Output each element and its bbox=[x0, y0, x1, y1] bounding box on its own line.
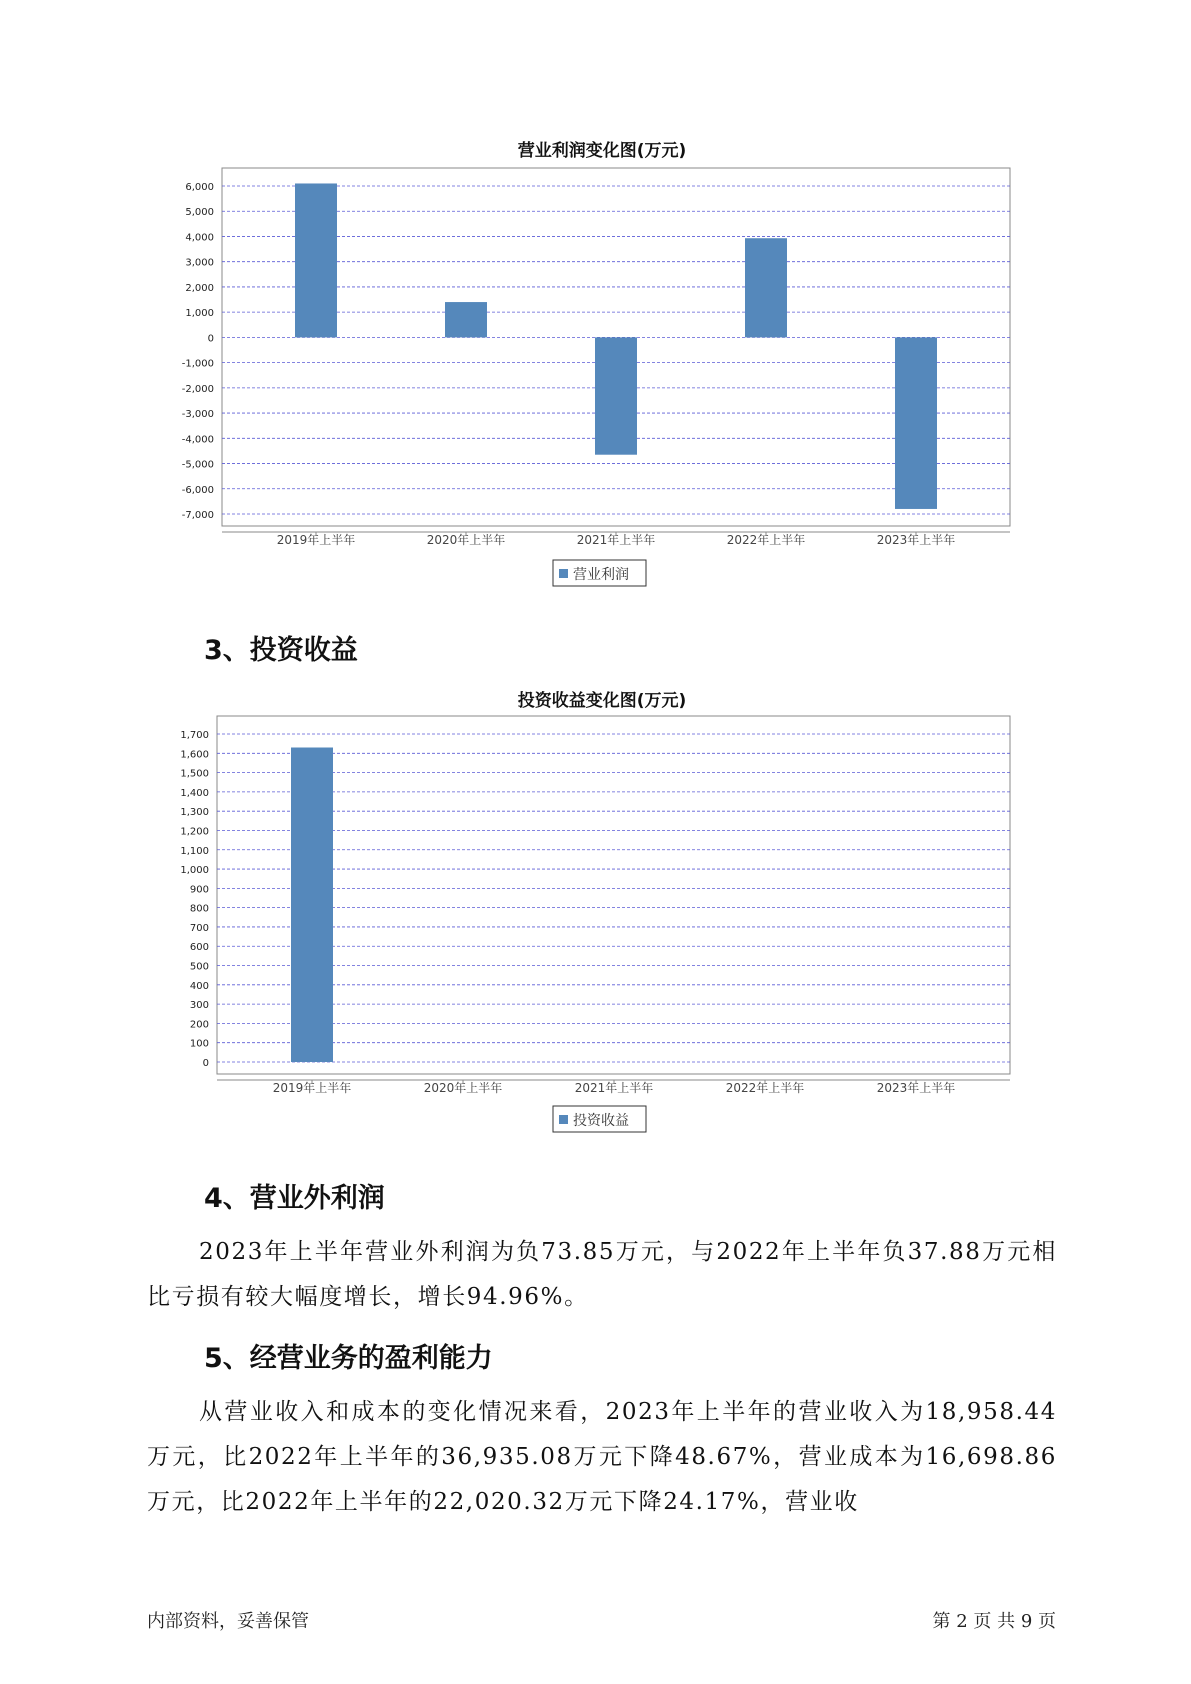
y-tick-label: -1,000 bbox=[181, 358, 214, 370]
operating-profit-chart-svg bbox=[0, 130, 1191, 600]
chart-legend bbox=[553, 560, 646, 586]
investment-income-chart bbox=[0, 676, 1191, 1150]
x-category-label: 2023年上半年 bbox=[876, 1081, 956, 1095]
plot-area bbox=[217, 716, 1010, 1074]
x-category-label: 2021年上半年 bbox=[574, 1081, 654, 1095]
bar bbox=[291, 748, 333, 1062]
y-tick-label: 1,200 bbox=[180, 826, 209, 838]
legend-swatch bbox=[559, 1115, 568, 1124]
bar bbox=[595, 337, 637, 454]
y-tick-label: 1,700 bbox=[180, 730, 209, 741]
x-category-label: 2022年上半年 bbox=[726, 533, 806, 547]
chart-legend bbox=[553, 1106, 646, 1132]
y-tick-label: 5,000 bbox=[185, 207, 214, 219]
operating-profit-chart bbox=[0, 130, 1191, 604]
legend-swatch bbox=[559, 569, 568, 578]
section-heading-profitability: 5、经营业务的盈利能力 bbox=[204, 1343, 493, 1374]
y-tick-label: 200 bbox=[189, 1019, 209, 1031]
y-tick-label: 1,300 bbox=[180, 807, 209, 819]
bar bbox=[895, 337, 937, 509]
y-tick-label: -2,000 bbox=[181, 383, 214, 395]
chart-title: 投资收益变化图(万元) bbox=[517, 691, 687, 711]
y-tick-label: 500 bbox=[189, 961, 209, 973]
y-tick-label: -7,000 bbox=[181, 510, 214, 521]
y-tick-label: 800 bbox=[189, 903, 209, 915]
y-tick-label: 1,000 bbox=[185, 308, 214, 320]
x-category-label: 2020年上半年 bbox=[423, 1081, 503, 1095]
y-tick-label: 300 bbox=[189, 1000, 209, 1012]
y-tick-label: 900 bbox=[189, 884, 209, 896]
legend-label: 投资收益 bbox=[573, 1113, 629, 1129]
footer-confidential-note: 内部资料，妥善保管 bbox=[147, 1611, 309, 1632]
y-tick-label: 2,000 bbox=[185, 282, 214, 294]
y-tick-label: 400 bbox=[189, 980, 209, 992]
y-tick-label: 100 bbox=[189, 1038, 209, 1050]
x-category-label: 2019年上半年 bbox=[272, 1081, 352, 1095]
investment-income-chart-svg bbox=[0, 676, 1191, 1146]
y-tick-label: 1,100 bbox=[180, 845, 209, 857]
x-category-label: 2019年上半年 bbox=[276, 533, 356, 547]
y-tick-label: 600 bbox=[189, 942, 209, 954]
bar bbox=[295, 183, 337, 337]
y-tick-label: 700 bbox=[189, 922, 209, 934]
y-tick-label: 1,600 bbox=[180, 749, 209, 761]
y-tick-label: 0 bbox=[202, 1058, 209, 1069]
legend-label: 营业利润 bbox=[573, 567, 629, 583]
y-tick-label: -4,000 bbox=[181, 434, 214, 446]
y-tick-label: 1,000 bbox=[180, 865, 209, 877]
y-tick-label: -5,000 bbox=[181, 459, 214, 471]
chart-title: 营业利润变化图(万元) bbox=[517, 141, 687, 161]
bar bbox=[445, 302, 487, 337]
y-tick-label: 1,400 bbox=[180, 787, 209, 799]
section-heading-investment-income: 3、投资收益 bbox=[204, 635, 358, 666]
y-tick-label: -3,000 bbox=[181, 409, 214, 421]
y-tick-label: 3,000 bbox=[185, 257, 214, 269]
bar bbox=[745, 238, 787, 337]
paragraph-profitability: 从营业收入和成本的变化情况来看，2023年上半年的营业收入为18,958.44万元，比2022年上半年的36,935.08万元下降48.67%，营业成本为16,698.86万元，比2022年上半年的22,020.32万元下降24.17%，营业收 bbox=[147, 1399, 1057, 1515]
paragraph-non-operating-profit: 2023年上半年营业外利润为负73.85万元，与2022年上半年负37.88万元相比亏损有较大幅度增长，增长94.96%。 bbox=[147, 1239, 1057, 1310]
footer-page-number: 第 2 页 共 9 页 bbox=[932, 1611, 1056, 1632]
x-category-label: 2023年上半年 bbox=[876, 533, 956, 547]
y-tick-label: -6,000 bbox=[181, 484, 214, 496]
y-tick-label: 6,000 bbox=[185, 182, 214, 193]
x-category-label: 2022年上半年 bbox=[725, 1081, 805, 1095]
x-category-label: 2021年上半年 bbox=[576, 533, 656, 547]
y-tick-label: 1,500 bbox=[180, 768, 209, 780]
y-tick-label: 4,000 bbox=[185, 232, 214, 244]
section-heading-non-operating-profit: 4、营业外利润 bbox=[204, 1183, 385, 1214]
y-tick-label: 0 bbox=[207, 333, 214, 345]
x-category-label: 2020年上半年 bbox=[426, 533, 506, 547]
